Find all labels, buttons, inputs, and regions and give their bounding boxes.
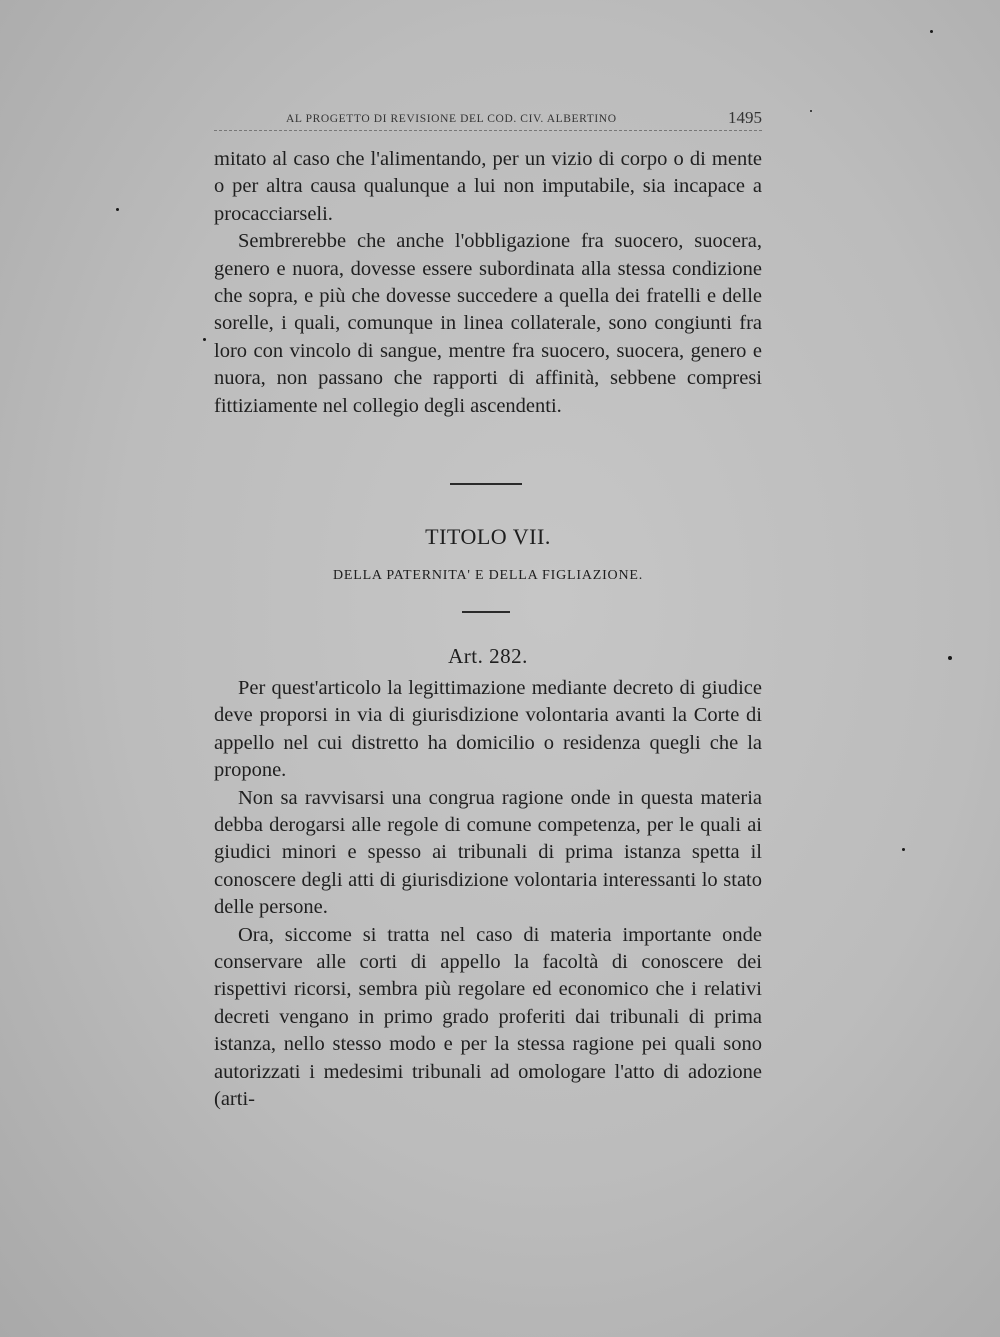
article-heading: Art. 282. <box>448 644 528 668</box>
paragraph: Sembrerebbe che anche l'obbligazione fra suocero, suocera, genero e nuora, dovesse essere subordinata alla stessa condizione che sopra, e più che dovesse succedere a quella dei fratelli e delle sorelle, i quali, comunque in linea collaterale, sono congiunti fra loro con vincolo di sangue, mentre fra suocero, suocera, genero e nuora, non passano che rapporti di affinità, sebbene compresi fittiziamente nel collegio degli ascendenti. <box>214 230 762 417</box>
paper-speck <box>116 208 119 211</box>
page-number: 1495 <box>728 108 762 127</box>
paragraph: Per quest'articolo la legittimazione mediante decreto di giudice deve proporsi in via di giurisdizione volontaria avanti la Corte di appello nel cui distretto ha domicilio o residenza quegli che la propone. <box>214 677 762 782</box>
paragraph: Ora, siccome si tratta nel caso di materia importante onde conservare alle corti di appello la facoltà di conoscere dei rispettivi ricorsi, sembra più regolare ed economico che i relativi decreti vengano in primo grado proferiti dai tribunali di prima istanza, nello stesso modo e per la stessa ragione pei quali sono autorizzati i medesimi tribunali ad omologare l'atto di adozione (arti- <box>214 923 762 1111</box>
paragraph: mitato al caso che l'alimentando, per un vizio di corpo o di mente o per altra causa qualunque a lui non imputabile, sia incapace a procacciarseli. <box>214 148 762 225</box>
paper-speck <box>902 848 905 851</box>
paper-speck <box>930 30 933 33</box>
paragraph: Non sa ravvisarsi una congrua ragione onde in questa materia debba derogarsi alle regole di comune competenza, per le quali ai giudici minori e spesso ai tribunali di prima istanza spetta il conoscere degli atti di giurisdizione volontaria interessanti lo stato delle persone. <box>214 786 762 919</box>
running-title: AL PROGETTO DI REVISIONE DEL COD. CIV. ALBERTINO <box>286 113 617 125</box>
running-header <box>214 108 762 131</box>
section-divider <box>450 483 522 485</box>
paper-speck <box>810 110 812 112</box>
subtitle-divider <box>462 611 510 613</box>
paper-speck <box>948 656 952 660</box>
text-block-top <box>214 146 762 420</box>
text-block-article <box>214 675 762 1114</box>
section-subtitle: DELLA PATERNITA' E DELLA FIGLIAZIONE. <box>332 568 644 583</box>
section-title: TITOLO VII. <box>425 524 551 549</box>
paper-speck <box>203 338 206 341</box>
